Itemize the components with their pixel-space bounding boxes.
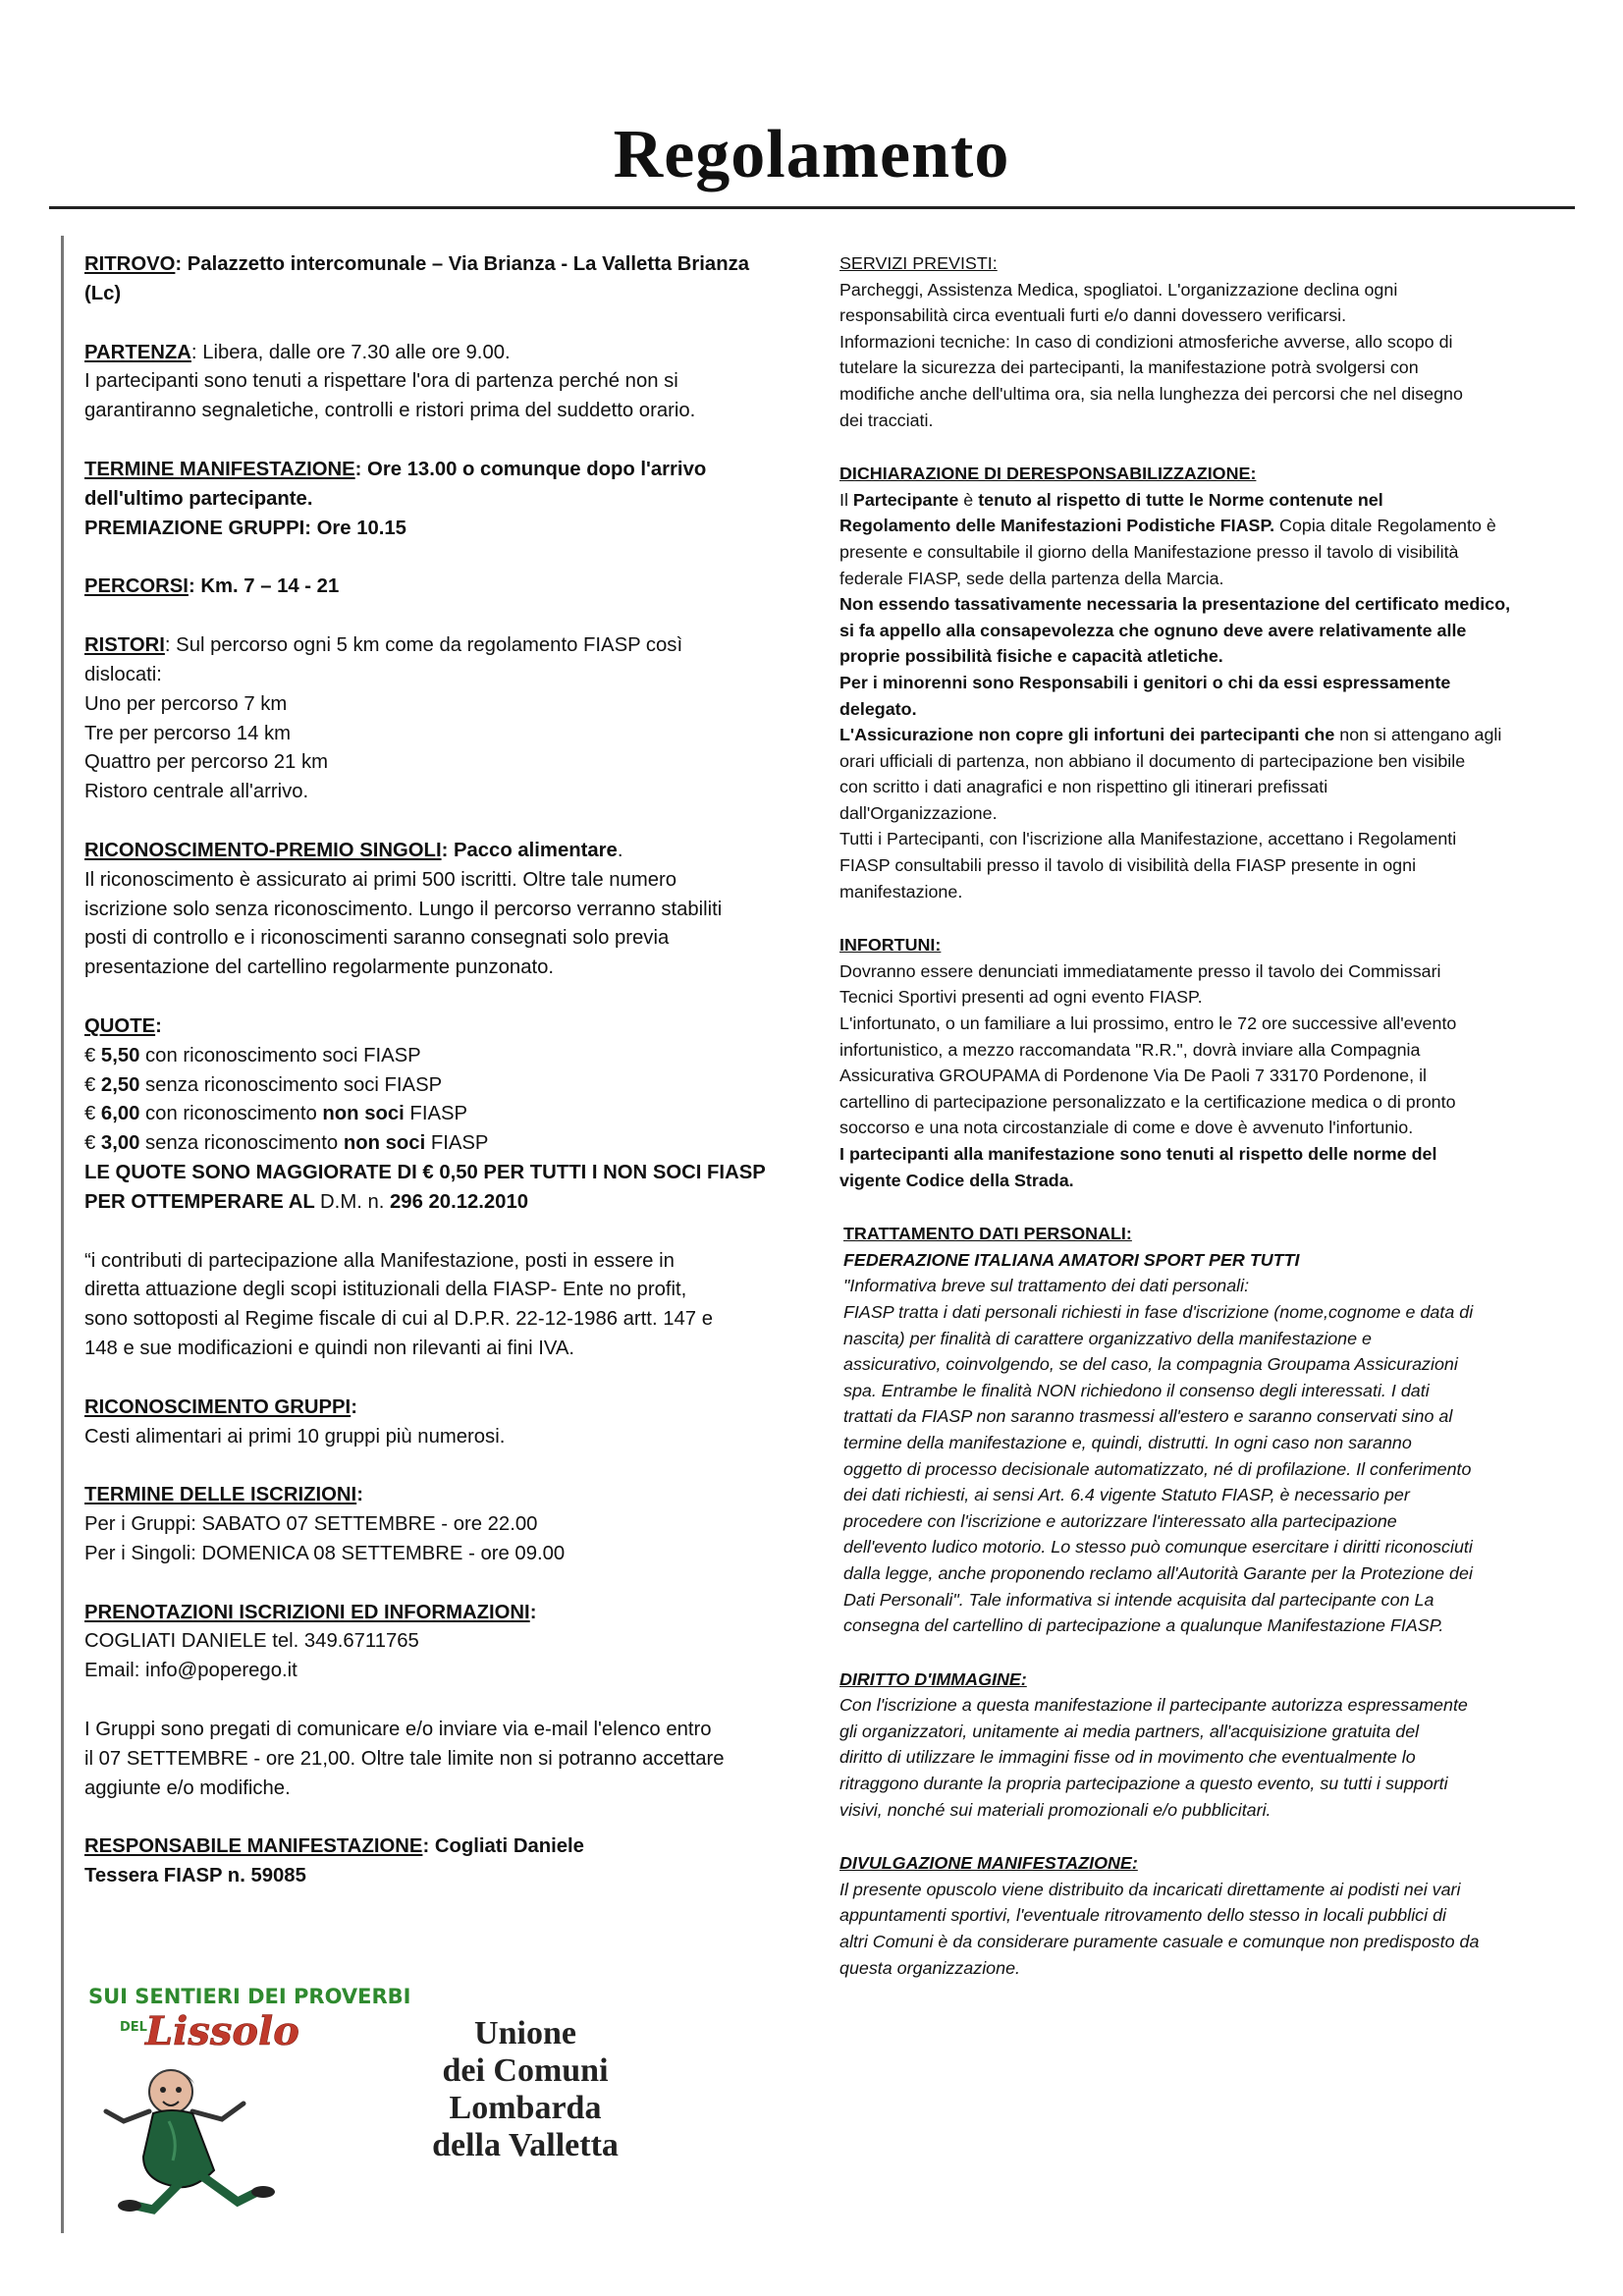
dich-bold: L'Assicurazione non copre gli infortuni dei partecipanti che	[839, 725, 1335, 745]
responsabile-name: : Cogliati Daniele	[422, 1835, 584, 1858]
infortuni-line: Dovranno essere denunciati immediatamente presso il tavolo dei Commissari	[839, 960, 1441, 981]
dich-line-bold: proprie possibilità fisiche e capacità atletiche.	[839, 646, 1223, 667]
unione-line: Lombarda	[449, 2090, 602, 2126]
dich-text: non si attengano agli	[1334, 725, 1502, 745]
percorsi-text: : Km. 7 – 14 - 21	[188, 575, 340, 598]
dich-line: presente e consultabile il giorno della Manifestazione presso il tavolo di visibilità	[839, 541, 1459, 562]
quote-item	[84, 1042, 801, 1071]
quote-item	[84, 1100, 801, 1129]
contributi-text-1: “i contributi di partecipazione alla Manifestazione, posti in essere in	[84, 1249, 675, 1272]
infortuni-line: L'infortunato, o un familiare a lui prossimo, entro le 72 ore successive all'evento	[839, 1013, 1457, 1034]
quote-non-soci: non soci	[343, 1132, 426, 1155]
dich-bold: tenuto al rispetto di tutte le Norme contenute nel	[978, 489, 1383, 510]
page-title: Regolamento	[613, 117, 1010, 192]
servizi-line: tutelare la sicurezza dei partecipanti, la manifestazione potrà svolgersi con	[839, 357, 1419, 378]
trattamento-line: "Informativa breve sul trattamento dei dati personali:	[843, 1276, 1250, 1296]
prenotazioni-label: PRENOTAZIONI ISCRIZIONI ED INFORMAZIONI	[84, 1601, 530, 1623]
unione-line: dei Comuni	[442, 2052, 609, 2089]
section-trattamento	[839, 1221, 1556, 1639]
servizi-line: Parcheggi, Assistenza Medica, spogliatoi. L'organizzazione declina ogni	[839, 279, 1398, 300]
servizi-line: dei tracciati.	[839, 410, 934, 430]
divulgazione-line: appuntamenti sportivi, l'eventuale ritrovamento dello stesso in locali pubblici di	[839, 1905, 1446, 1926]
infortuni-line: cartellino di partecipazione personalizzato e la certificazione medica o di pronto	[839, 1091, 1456, 1112]
trattamento-line: spa. Entrambe le finalità NON richiedono il consenso degli interessati. I dati	[843, 1380, 1430, 1400]
iscrizioni-singoli: Per i Singoli: DOMENICA 08 SETTEMBRE - ore 09.00	[84, 1542, 566, 1564]
quote-item	[84, 1071, 801, 1101]
logo-text-2: DEL	[120, 2020, 147, 2035]
trattamento-line: assicurativo, coinvolgendo, se del caso, la compagnia Groupama Assicurazioni	[843, 1354, 1458, 1375]
trattamento-line: dalla legge, anche proponendo reclamo all'Autorità Garante per la Protezione dei	[843, 1562, 1473, 1583]
ristori-text-4: Tre per percorso 14 km	[84, 722, 292, 744]
trattamento-line: oggetto di processo decisionale automatizzato, né di profilazione. Il conferimento	[843, 1458, 1472, 1479]
section-quote: QUOTE: € 5,50 con riconoscimento soci FIASP € 2,50 senza riconoscimento soci FIASP € 6,00 con riconoscimento non soci FIASP € 3,00 senza riconoscimento non soci FIASP LE QUOTE SONO MAGGIORATE DI € 0,50 PER TUTTI I NON SOCI FIASP PER OTTEMPERARE AL D.M. n. 296 20.12.2010	[84, 1012, 801, 1218]
ristori-label: RISTORI	[84, 634, 165, 657]
left-margin-rule	[61, 236, 64, 2233]
gruppi-note-3: aggiunte e/o modifiche.	[84, 1777, 291, 1799]
lissolo-figure-icon	[106, 2070, 275, 2212]
quote-desc-end: FIASP	[425, 1132, 489, 1155]
riconoscimento-text-3: iscrizione solo senza riconoscimento. Lungo il percorso verranno stabiliti	[84, 898, 723, 920]
quote-amount: 5,50	[100, 1044, 140, 1066]
trattamento-line: FIASP tratta i dati personali richiesti in fase d'iscrizione (nome,cognome e data di	[843, 1301, 1474, 1322]
quote-note-date: 296 20.12.2010	[390, 1190, 529, 1213]
iscrizioni-gruppi: Per i Gruppi: SABATO 07 SETTEMBRE - ore 22.00	[84, 1513, 538, 1536]
section-partenza	[84, 339, 801, 426]
quote-amount: 6,00	[100, 1103, 140, 1125]
section-divulgazione	[839, 1850, 1556, 1981]
immagine-line: visivi, nonché sui materiali promozionali e/o pubblicitari.	[839, 1799, 1271, 1820]
quote-desc: senza riconoscimento soci FIASP	[139, 1073, 443, 1096]
quote-note-dm: D.M. n.	[320, 1190, 391, 1213]
riconoscimento-text-4: posti di controllo e i riconoscimenti saranno consegnati solo previa	[84, 927, 670, 950]
left-column	[84, 250, 801, 1891]
dich-line: Tutti i Partecipanti, con l'iscrizione alla Manifestazione, accettano i Regolamenti	[839, 829, 1457, 849]
trattamento-line: trattati da FIASP non saranno trasmessi all'estero e saranno conservati sino al	[843, 1406, 1453, 1427]
dich-line: con scritto i dati anagrafici e non rispettino gli itinerari prefissati	[839, 777, 1328, 797]
termine-text: : Ore 13.00 o comunque dopo l'arrivo	[354, 458, 707, 480]
dich-line-bold: Non essendo tassativamente necessaria la presentazione del certificato medico,	[839, 594, 1511, 615]
dich-line: dall'Organizzazione.	[839, 802, 998, 823]
termine-text-2: dell'ultimo partecipante.	[84, 487, 313, 510]
riconoscimento-text-5: presentazione del cartellino regolarmente punzonato.	[84, 957, 555, 979]
trattamento-line: procedere con l'iscrizione e autorizzare l'interessato alla partecipazione	[843, 1510, 1397, 1531]
quote-amount: 2,50	[100, 1073, 140, 1096]
ritrovo-text: : Palazzetto intercomunale – Via Brianza - La Valletta Brianza	[175, 253, 749, 275]
federazione-name: FEDERAZIONE ITALIANA AMATORI SPORT PER TUTTI	[843, 1249, 1300, 1270]
contributi-text-4: 148 e sue modificazioni e quindi non rilevanti ai fini IVA.	[84, 1337, 575, 1359]
section-riconoscimento-gruppi: RICONOSCIMENTO GRUPPI: Cesti alimentari ai primi 10 gruppi più numerosi.	[84, 1394, 801, 1452]
infortuni-line: soccorso e una nota circostanziale di come e dove è avvenuto l'infortunio.	[839, 1118, 1414, 1138]
termine-label: TERMINE MANIFESTAZIONE	[84, 458, 355, 480]
dich-bold: Partecipante	[852, 489, 959, 510]
infortuni-line: Tecnici Sportivi presenti ad ogni evento FIASP.	[839, 987, 1203, 1008]
servizi-line: responsabilità circa eventuali furti e/o danni dovessero verificarsi.	[839, 305, 1347, 326]
section-contributi	[84, 1247, 801, 1364]
section-servizi	[839, 250, 1556, 433]
infortuni-line: infortunistico, a mezzo raccomandata "R.R.", dovrà inviare alla Compagnia	[839, 1039, 1421, 1060]
section-prenotazioni: PRENOTAZIONI ISCRIZIONI ED INFORMAZIONI: COGLIATI DANIELE tel. 349.6711765 Email: info@poperego.it	[84, 1599, 801, 1686]
dich-line: FIASP consultabili presso il tavolo di visibilità della FIASP presente in ogni	[839, 855, 1417, 876]
section-dichiarazione	[839, 461, 1556, 904]
euro-sign: €	[84, 1132, 101, 1155]
servizi-label: SERVIZI PREVISTI:	[839, 253, 998, 273]
ritrovo-label: RITROVO	[84, 253, 176, 275]
partenza-text-3: garantiranno segnaletiche, controlli e ristori prima del suddetto orario.	[84, 400, 696, 422]
riconoscimento-label: RICONOSCIMENTO-PREMIO SINGOLI	[84, 839, 442, 861]
responsabile-label: RESPONSABILE MANIFESTAZIONE	[84, 1835, 423, 1858]
right-column	[839, 250, 1556, 1981]
divulgazione-line: Il presente opuscolo viene distribuito da incaricati direttamente ai podisti nei vari	[839, 1879, 1461, 1899]
partenza-text-2: I partecipanti sono tenuti a rispettare l'ora di partenza perché non si	[84, 370, 678, 393]
quote-note-1: LE QUOTE SONO MAGGIORATE DI € 0,50 PER TUTTI I NON SOCI FIASP	[84, 1161, 766, 1183]
trattamento-line: Dati Personali". Tale informativa si intende acquisita dal partecipante con La	[843, 1589, 1434, 1610]
tessera-fiasp: Tessera FIASP n. 59085	[84, 1865, 306, 1887]
dich-text: Copia ditale Regolamento è	[1274, 516, 1496, 536]
divulgazione-line: altri Comuni è da considerare puramente casuale e comunque non predisposto da	[839, 1932, 1480, 1952]
gruppi-note-2: il 07 SETTEMBRE - ore 21,00. Oltre tale limite non si potranno accettare	[84, 1747, 725, 1770]
quote-label: QUOTE	[84, 1014, 156, 1037]
immagine-label: DIRITTO D'IMMAGINE:	[839, 1668, 1027, 1689]
trattamento-line: nascita) per finalità di carattere organizzativo della manifestazione e	[843, 1328, 1373, 1348]
section-termine-iscrizioni: TERMINE DELLE ISCRIZIONI: Per i Gruppi: SABATO 07 SETTEMBRE - ore 22.00 Per i Singoli: DOMENICA 08 SETTEMBRE - ore 09.00	[84, 1481, 801, 1568]
title-rule	[49, 206, 1575, 209]
trattamento-line: dei dati richiesti, ai sensi Art. 6.4 vigente Statuto FIASP, è necessario per	[843, 1485, 1410, 1505]
ristori-text-6: Ristoro centrale all'arrivo.	[84, 781, 309, 803]
dich-line-bold: si fa appello alla consapevolezza che ognuno deve avere relativamente alle	[839, 620, 1467, 640]
dichiarazione-label: DICHIARAZIONE DI DERESPONSABILIZZAZIONE:	[839, 464, 1257, 484]
iscrizioni-label: TERMINE DELLE ISCRIZIONI	[84, 1484, 357, 1506]
gruppi-label: RICONOSCIMENTO GRUPPI	[84, 1395, 352, 1418]
gruppi-note-1: I Gruppi sono pregati di comunicare e/o inviare via e-mail l'elenco entro	[84, 1719, 712, 1741]
euro-sign: €	[84, 1103, 101, 1125]
infortuni-line: Assicurativa GROUPAMA di Pordenone Via De Paoli 7 33170 Pordenone, il	[839, 1066, 1428, 1086]
unione-line: Unione	[474, 2015, 576, 2051]
section-termine	[84, 456, 801, 543]
divulgazione-label: DIVULGAZIONE MANIFESTAZIONE:	[839, 1853, 1138, 1874]
dich-line: manifestazione.	[839, 881, 963, 902]
section-gruppi-note	[84, 1716, 801, 1803]
riconoscimento-text-2: Il riconoscimento è assicurato ai primi 500 iscritti. Oltre tale numero	[84, 868, 677, 891]
quote-desc: senza riconoscimento	[139, 1132, 344, 1155]
ritrovo-text-2: (Lc)	[84, 282, 122, 304]
section-ritrovo	[84, 250, 801, 309]
infortuni-label: INFORTUNI:	[839, 935, 942, 956]
trattamento-line: termine della manifestazione e, quindi, distrutti. In ogni caso non saranno	[843, 1432, 1412, 1452]
section-ristori	[84, 631, 801, 807]
ristori-text: : Sul percorso ogni 5 km come da regolamento FIASP così	[164, 634, 683, 657]
ristori-text-5: Quattro per percorso 21 km	[84, 751, 328, 774]
euro-sign: €	[84, 1073, 101, 1096]
servizi-line: Informazioni tecniche: In caso di condizioni atmosferiche avverse, allo scopo di	[839, 331, 1453, 352]
immagine-line: diritto di utilizzare le immagini fisse od in movimento che eventualmente lo	[839, 1747, 1416, 1768]
contributi-text-3: sono sottoposti al Regime fiscale di cui al D.P.R. 22-12-1986 artt. 147 e	[84, 1308, 713, 1331]
contact-phone: COGLIATI DANIELE tel. 349.6711765	[84, 1630, 419, 1653]
infortuni-bold: I partecipanti alla manifestazione sono tenuti al rispetto delle norme del	[839, 1144, 1437, 1164]
quote-desc: con riconoscimento	[139, 1103, 323, 1125]
unione-comuni-logo	[378, 2015, 673, 2164]
premiazione-gruppi: PREMIAZIONE GRUPPI: Ore 10.15	[84, 517, 406, 539]
divulgazione-line: questa organizzazione.	[839, 1957, 1020, 1978]
quote-item	[84, 1129, 801, 1159]
unione-line: della Valletta	[432, 2127, 619, 2163]
infortuni-bold: vigente Codice della Strada.	[839, 1170, 1074, 1190]
partenza-label: PARTENZA	[84, 341, 191, 363]
logo-text-1: SUI SENTIERI DEI PROVERBI	[88, 1985, 411, 2008]
dich-line: orari ufficiali di partenza, non abbiano il documento di partecipazione ben visibile	[839, 750, 1466, 771]
contact-email: Email: info@poperego.it	[84, 1660, 298, 1682]
dich-text: Il	[839, 489, 853, 510]
proverbi-lissolo-logo	[84, 1974, 411, 2229]
riconoscimento-prize: : Pacco alimentare	[441, 839, 618, 861]
percorsi-label: PERCORSI	[84, 575, 189, 598]
immagine-line: Con l'iscrizione a questa manifestazione il partecipante autorizza espressamente	[839, 1695, 1468, 1716]
section-riconoscimento-singoli: RICONOSCIMENTO-PREMIO SINGOLI: Pacco alimentare. Il riconoscimento è assicurato ai primi 500 iscritti. Oltre tale numero iscrizione solo senza riconoscimento. Lungo il percorso verranno stabiliti posti di controllo e i riconoscimenti saranno consegnati solo previa presentazione del cartellino regolarmente punzonato.	[84, 837, 801, 983]
euro-sign: €	[84, 1044, 101, 1066]
immagine-line: ritraggono durante la propria partecipazione a questo evento, su tutti i supporti	[839, 1774, 1448, 1794]
dich-bold: Regolamento delle Manifestazioni Podistiche FIASP.	[839, 516, 1275, 536]
quote-desc-end: FIASP	[404, 1103, 468, 1125]
servizi-line: modifiche anche dell'ultima ora, sia nella lunghezza dei percorsi che nel disegno	[839, 383, 1463, 404]
quote-amount: 3,00	[100, 1132, 140, 1155]
section-responsabile	[84, 1832, 801, 1891]
contributi-text-2: diretta attuazione degli scopi istituzionali della FIASP- Ente no profit,	[84, 1279, 687, 1301]
dich-line-bold: delegato.	[839, 698, 917, 719]
ristori-text-2: dislocati:	[84, 663, 162, 685]
quote-desc: con riconoscimento soci FIASP	[139, 1044, 421, 1066]
logo-text-3: Lissolo	[145, 2008, 299, 2054]
partenza-text: : Libera, dalle ore 7.30 alle ore 9.00.	[190, 341, 511, 363]
immagine-line: gli organizzatori, unitamente ai media partners, all'acquisizione gratuita del	[839, 1721, 1420, 1741]
trattamento-line: dell'evento ludico motorio. Lo stesso può comunque esercitare i diritti riconosciuti	[843, 1537, 1473, 1558]
section-diritto-immagine	[839, 1667, 1556, 1824]
ristori-text-3: Uno per percorso 7 km	[84, 692, 288, 715]
trattamento-label: TRATTAMENTO DATI PERSONALI:	[843, 1224, 1132, 1244]
dich-line: federale FIASP, sede della partenza della Marcia.	[839, 568, 1224, 588]
dich-text: è	[958, 489, 979, 510]
quote-note-2: PER OTTEMPERARE AL	[84, 1190, 321, 1213]
section-infortuni	[839, 932, 1556, 1193]
dich-line-bold: Per i minorenni sono Responsabili i genitori o chi da essi espressamente	[839, 672, 1451, 692]
section-percorsi	[84, 573, 801, 602]
quote-non-soci: non soci	[322, 1103, 405, 1125]
gruppi-text: Cesti alimentari ai primi 10 gruppi più numerosi.	[84, 1425, 506, 1448]
trattamento-line: consegna del cartellino di partecipazione a qualunque Manifestazione FIASP.	[843, 1615, 1444, 1636]
